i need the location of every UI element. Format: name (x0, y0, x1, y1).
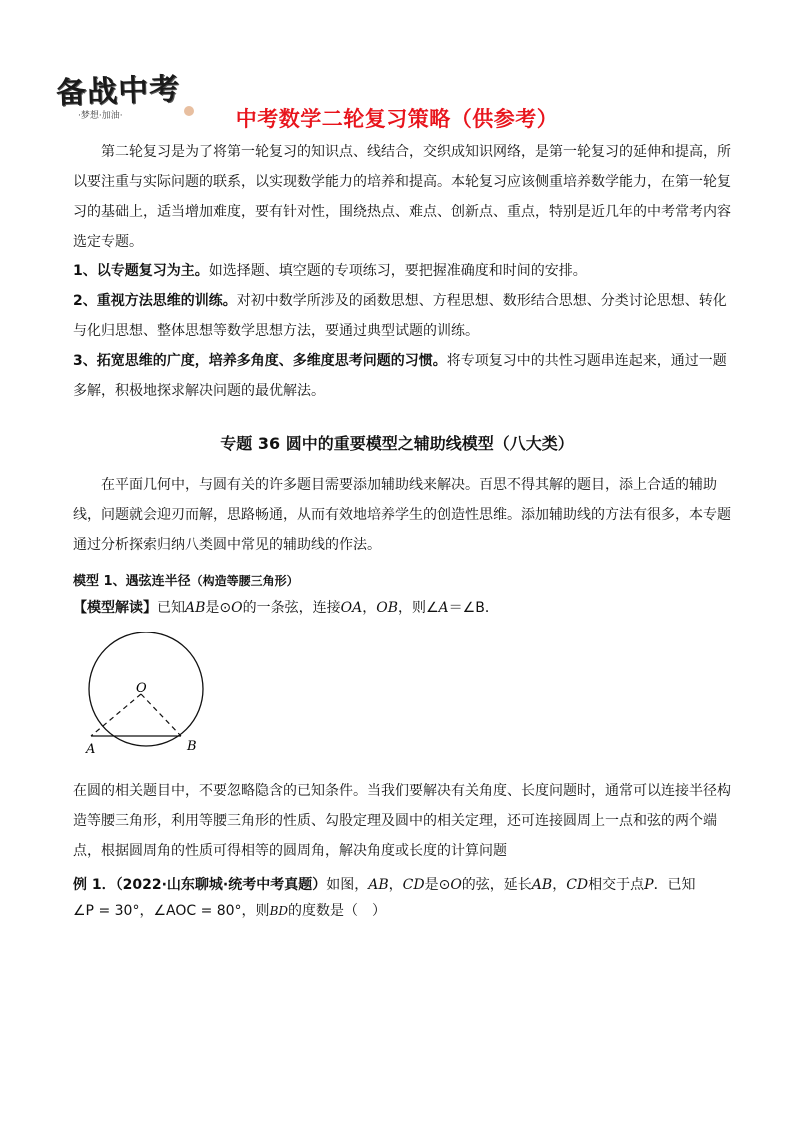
model-title-main: 模型 1、遇弦连半径 (73, 574, 191, 589)
example-text-4: 相交于点 (588, 877, 645, 893)
section-title: 专题 36 圆中的重要模型之辅助线模型（八大类） (220, 434, 574, 453)
model-center-o: O (231, 600, 243, 616)
page-title: 中考数学二轮复习策略（供参考） (235, 107, 559, 131)
example-text-5: ．已知 (653, 877, 696, 893)
label-a: A (86, 742, 96, 757)
example-label: 例 1． (73, 877, 116, 893)
section-intro: 在平面几何中，与圆有关的许多题目需要添加辅助线来解决。百思不得其解的题目，添上合适的辅助线，问题就会迎刃而解，思路畅通，从而有效地培养学生的创造性思维。添加辅助线的方法有很多，本专题通过分析探索归纳八类圆中常见的辅助线的作法。 (73, 477, 731, 553)
label-o: O (136, 681, 147, 696)
strategy-point-1-heading: 1、以专题复习为主。 (73, 263, 209, 279)
model-label: 【模型解读】 (73, 600, 157, 616)
example-comma-1: ， (388, 877, 403, 893)
model-text-4: ，则∠ (397, 600, 439, 616)
example-text-1: 如图， (326, 877, 369, 893)
strategy-point-2-heading: 2、重视方法思维的训练。 (73, 293, 237, 309)
model-text-2: 是⊙ (205, 600, 232, 616)
model-comma: ， (362, 600, 377, 616)
example-text-3: 的弦，延长 (461, 877, 532, 893)
radius-oa (91, 694, 141, 736)
model-radius-ob: OB (376, 600, 398, 616)
example-source: （2022·山东聊城·统考中考真题） (115, 877, 327, 893)
example-line-2: ∠P = 30°，∠AOC = 80°，则 (73, 903, 270, 919)
model-explanation (73, 593, 733, 623)
label-b: B (187, 739, 197, 754)
example-point-p: P (644, 877, 654, 893)
circle-diagram (76, 632, 216, 762)
strategy-point-2 (73, 286, 733, 346)
logo-text: 备战中考 (55, 71, 181, 112)
model-chord-ab: AB (185, 600, 206, 616)
strategy-point-1 (73, 256, 733, 286)
model-title-sub: （构造等腰三角形） (190, 574, 299, 588)
model-angle-a: A (438, 600, 449, 616)
model-radius-oa: OA (340, 600, 363, 616)
strategy-point-2-text: 对初中数学所涉及的函数思想、方程思想、数形结合思想、分类讨论思想、转化与化归思想、整体思想等数学思想方法，要通过典型试题的训练。 (73, 293, 727, 339)
explanation-paragraph: 在圆的相关题目中，不要忽略隐含的已知条件。当我们要解决有关角度、长度问题时，通常可以连接半径构造等腰三角形，利用等腰三角形的性质、勾股定理及圆中的相关定理，还可连接圆周上一点和弦的两个端点，根据圆周角的性质可得相等的圆周角，解决角度或长度的计算问题 (73, 783, 731, 859)
model-text-3: 的一条弦，连接 (242, 600, 341, 616)
model-text-1: 已知 (157, 600, 185, 616)
example-arc-bd: BD (269, 904, 289, 918)
example-chord-ab-2: AB (531, 877, 553, 893)
model-text-5: ＝∠B． (448, 600, 499, 616)
example-comma-2: ， (552, 877, 567, 893)
model-title (73, 570, 299, 589)
example-question: 的度数是（ ） (288, 903, 387, 919)
strategy-point-3-text: 将专项复习中的共性习题串连起来，通过一题多解，积极地探求解决问题的最优解法。 (73, 353, 727, 399)
strategy-point-3-heading: 3、拓宽思维的广度，培养多角度、多维度思考问题的习惯。 (73, 353, 447, 369)
intro-paragraph: 第二轮复习是为了将第一轮复习的知识点、线结合，交织成知识网络，是第一轮复习的延伸和提高，所以要注重与实际问题的联系，以实现数学能力的培养和提高。本轮复习应该侧重培养数学能力，在第一轮复习的基础上，适当增加难度，要有针对性，围绕热点、难点、创新点、重点，特别是近几年的中考常考内容选定专题。 (73, 144, 731, 250)
logo-subtext: ·梦想·加油· (78, 111, 123, 121)
strategy-point-1-text: 如选择题、填空题的专项练习，要把握准确度和时间的安排。 (208, 263, 587, 279)
example-text-2: 是⊙ (424, 877, 451, 893)
strategy-point-3 (73, 346, 733, 406)
example-chord-ab: AB (368, 877, 389, 893)
radius-ob (141, 694, 181, 736)
example-chord-cd-2: CD (566, 877, 589, 893)
example-center-o: O (450, 877, 462, 893)
example-chord-cd: CD (402, 877, 425, 893)
example-1 (73, 872, 733, 924)
